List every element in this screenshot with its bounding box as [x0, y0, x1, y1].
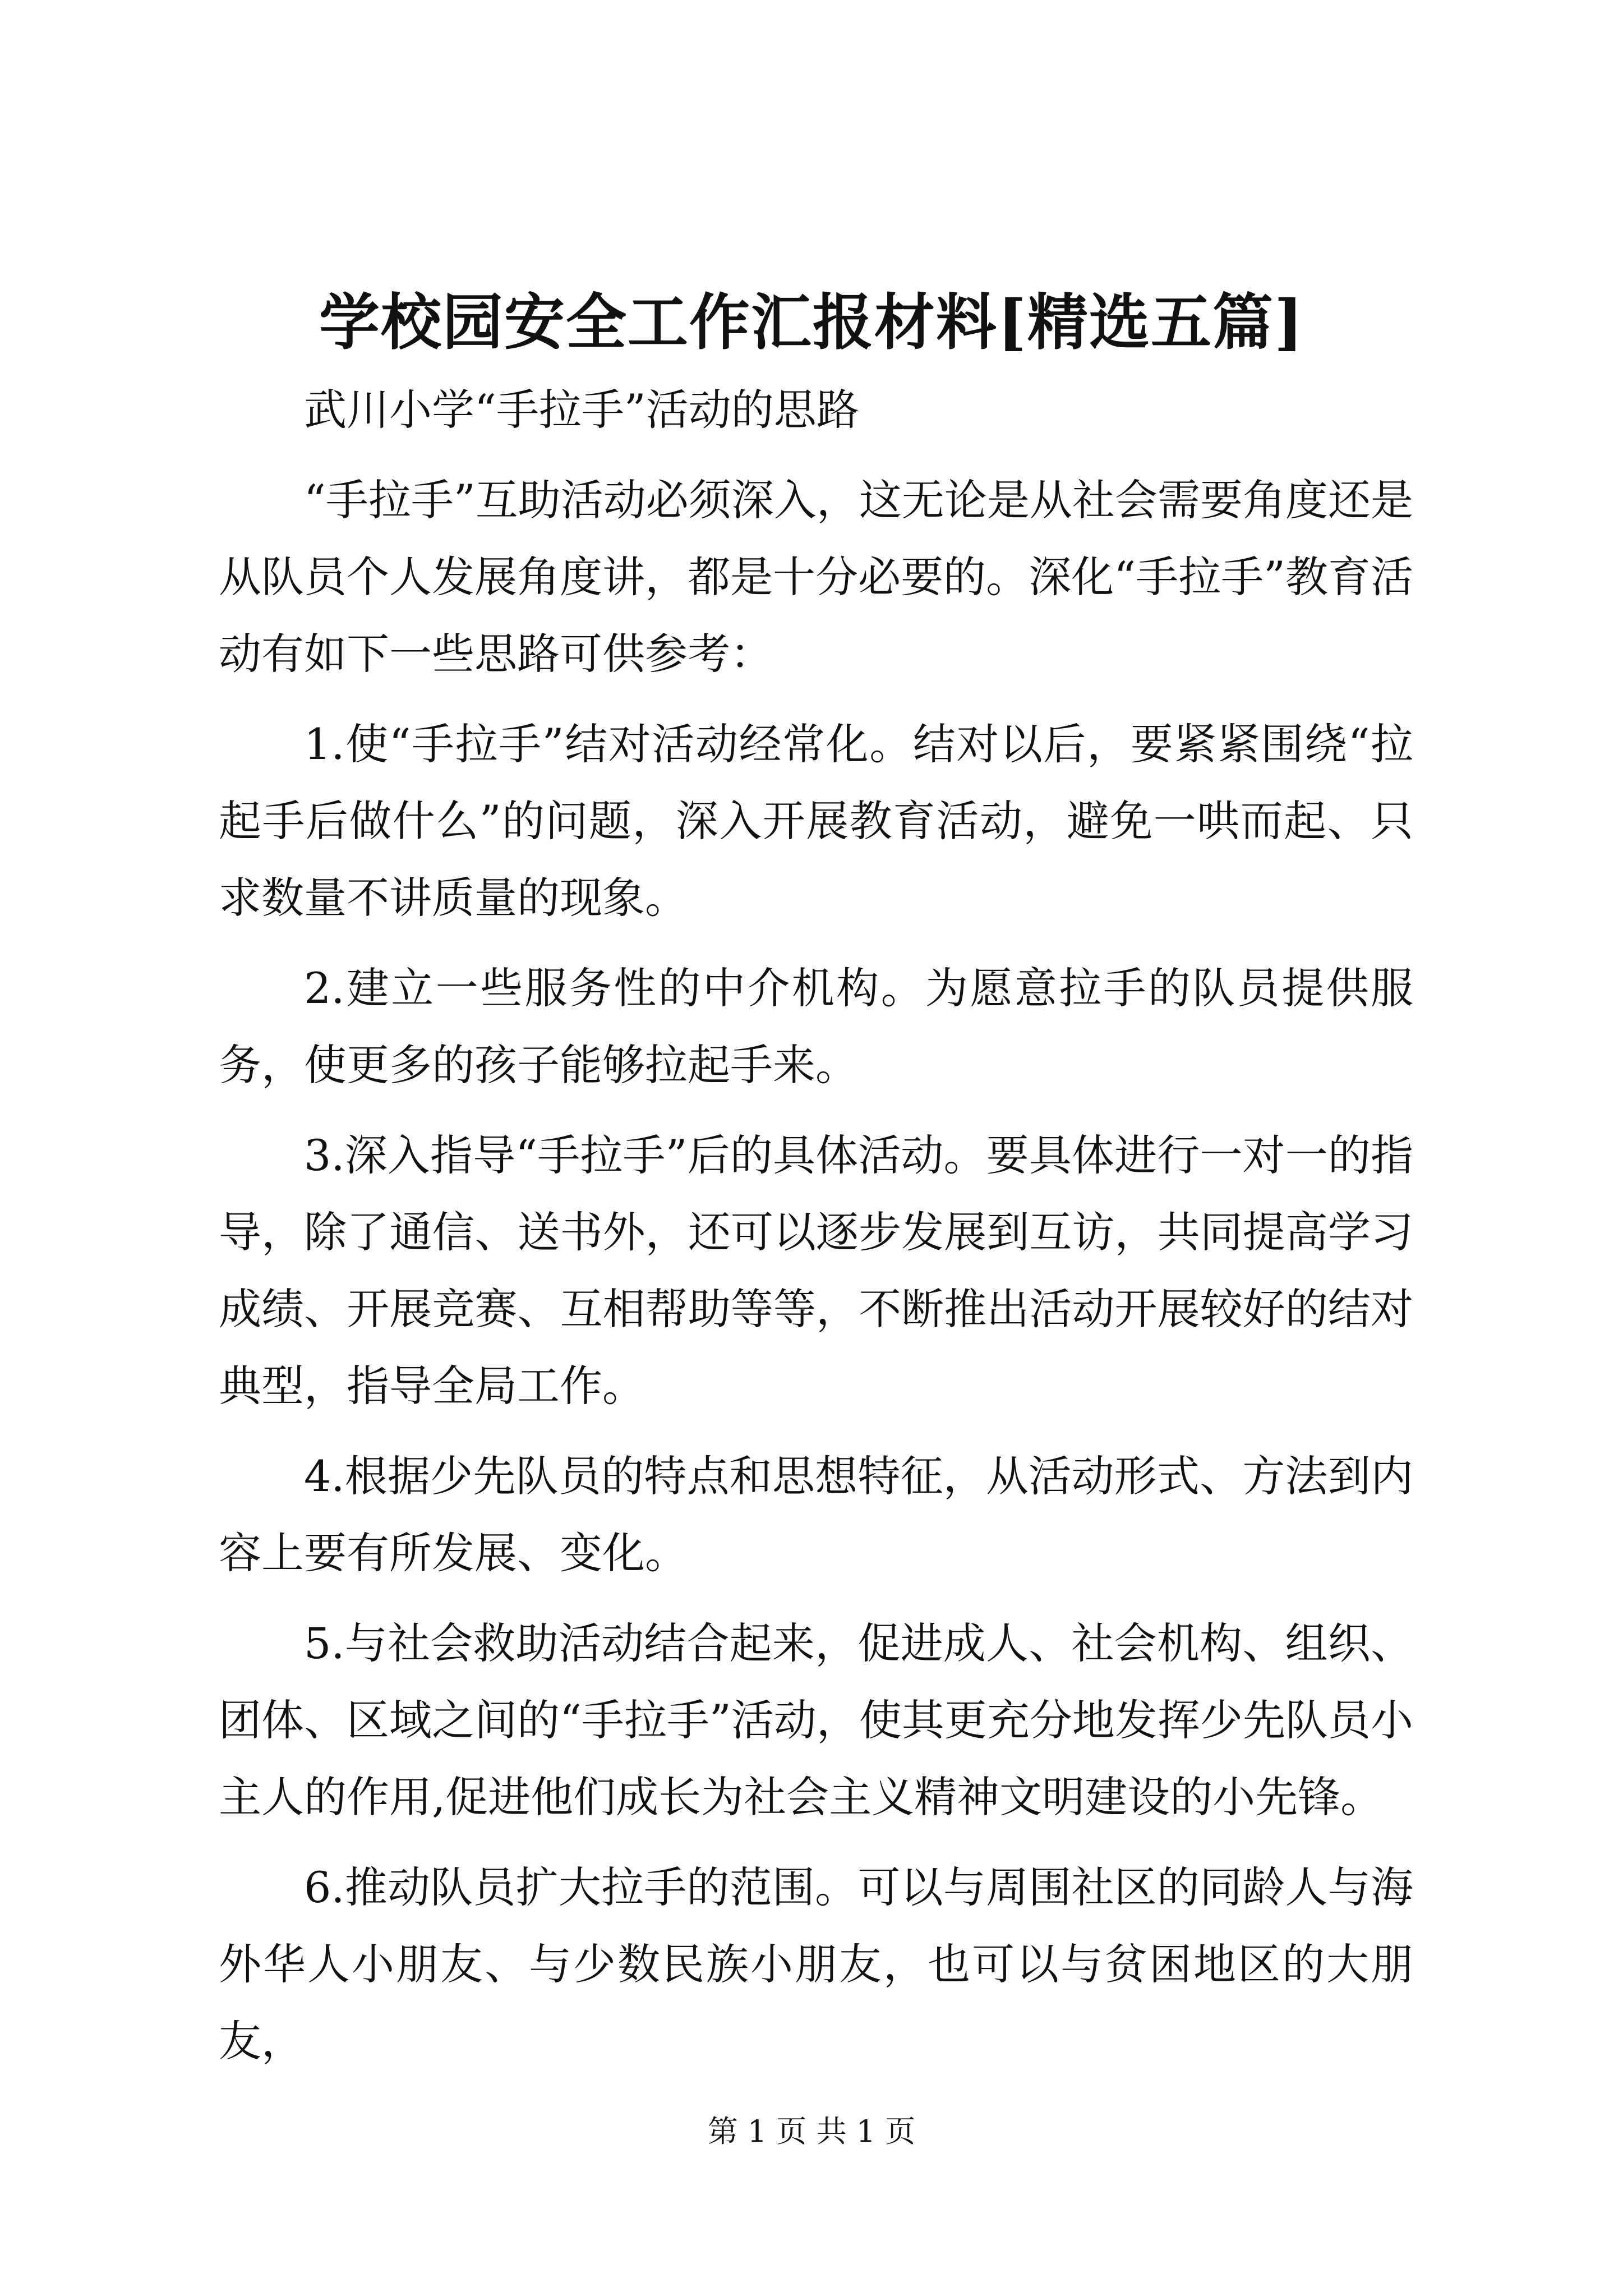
- paragraph-item-2: 2.建立一些服务性的中介机构。为愿意拉手的队员提供服务，使更多的孩子能够拉起手来。: [219, 963, 1413, 1090]
- paragraph-item-5: 5.与社会救助活动结合起来，促进成人、社会机构、组织、团体、区域之间的“手拉手”活动，使其更充分地发挥少先队员小主人的作用,促进他们成长为社会主义精神文明建设的小先锋。: [219, 1618, 1413, 1822]
- paragraph-subtitle: 武川小学“手拉手”活动的思路: [304, 385, 859, 435]
- document-title: 学校园安全工作汇报材料[精选五篇]: [319, 287, 1304, 358]
- paragraph-item-6: 6.推动队员扩大拉手的范围。可以与周围社区的同龄人与海外华人小朋友、与少数民族小朋友，也可以与贫困地区的大朋友，: [219, 1862, 1413, 2066]
- paragraph-item-1: 1.使“手拉手”结对活动经常化。结对以后，要紧紧围绕“拉起手后做什么”的问题，深入开展教育活动，避免一哄而起、只求数量不讲质量的现象。: [219, 719, 1413, 923]
- paragraph-item-4: 4.根据少先队员的特点和思想特征，从活动形式、方法到内容上要有所发展、变化。: [219, 1451, 1413, 1578]
- paragraph-item-3: 3.深入指导“手拉手”后的具体活动。要具体进行一对一的指导，除了通信、送书外，还可以逐步发展到互访，共同提高学习成绩、开展竞赛、互相帮助等等，不断推出活动开展较好的结对典型，指导全局工作。: [219, 1130, 1413, 1411]
- document-body: [219, 371, 1413, 2093]
- paragraph-intro: “手拉手”互助活动必须深入，这无论是从社会需要角度还是从队员个人发展角度讲，都是十分必要的。深化“手拉手”教育活动有如下一些思路可供参考：: [219, 475, 1413, 679]
- page-footer: 第 1 页 共 1 页: [707, 2114, 916, 2149]
